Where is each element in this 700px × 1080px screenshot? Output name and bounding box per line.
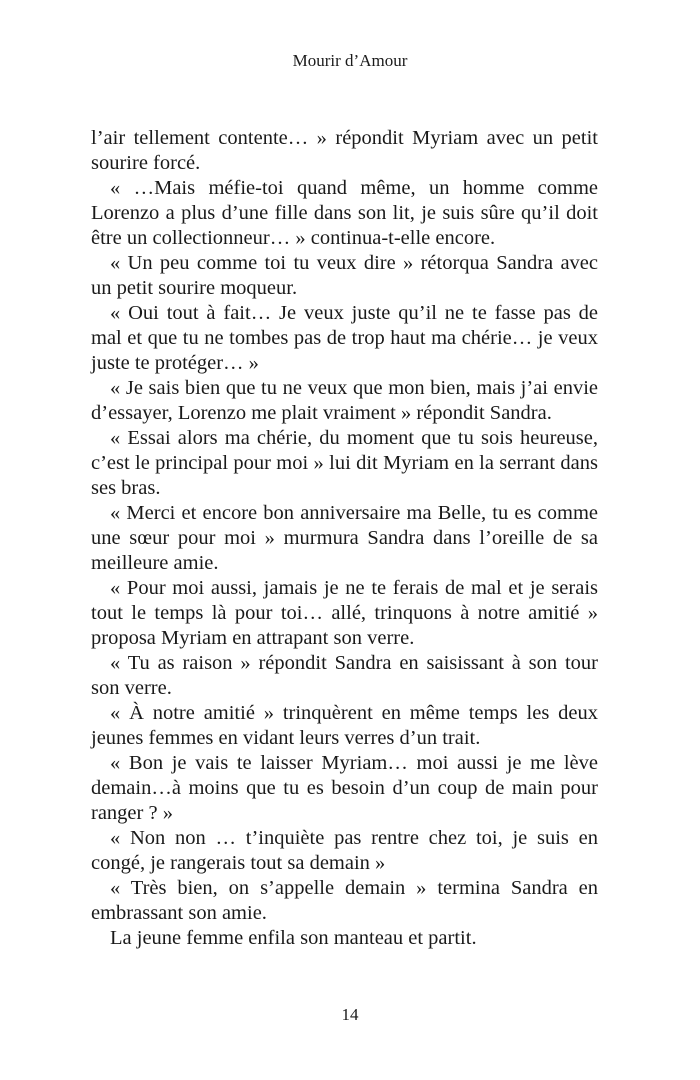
paragraph-1: l’air tellement contente… » répondit Myriam avec un petit sourire forcé. [91, 127, 598, 174]
paragraph-13: « Très bien, on s’appelle demain » termina Sandra en embrassant son amie. [91, 877, 598, 924]
paragraph-12: « Non non … t’inquiète pas rentre chez toi, je suis en congé, je rangerais tout sa demain » [91, 827, 598, 874]
paragraph-2: « …Mais méfie-toi quand même, un homme comme Lorenzo a plus d’une fille dans son lit, je suis sûre qu’il doit être un collectionneur… » continua-t-elle encore. [91, 177, 598, 249]
paragraph-8: « Pour moi aussi, jamais je ne te ferais de mal et je serais tout le temps là pour toi… allé, trinquons à notre amitié » proposa Myriam en attrapant son verre. [91, 577, 598, 649]
paragraph-5: « Je sais bien que tu ne veux que mon bien, mais j’ai envie d’essayer, Lorenzo me plait vraiment » répondit Sandra. [91, 377, 598, 424]
paragraph-14: La jeune femme enfila son manteau et partit. [110, 927, 477, 949]
paragraph-6: « Essai alors ma chérie, du moment que tu sois heureuse, c’est le principal pour moi » lui dit Myriam en la serrant dans ses bras. [91, 427, 598, 499]
paragraph-9: « Tu as raison » répondit Sandra en saisissant à son tour son verre. [91, 652, 598, 699]
paragraph-10: « À notre amitié » trinquèrent en même temps les deux jeunes femmes en vidant leurs verres d’un trait. [91, 702, 598, 749]
running-head: Mourir d’Amour [292, 51, 408, 70]
paragraph-4: « Oui tout à fait… Je veux juste qu’il ne te fasse pas de mal et que tu ne tombes pas de trop haut ma chérie… je veux juste te protéger… » [91, 302, 598, 374]
paragraph-11: « Bon je vais te laisser Myriam… moi aussi je me lève demain…à moins que tu es besoin d’un coup de main pour ranger ? » [91, 752, 598, 824]
body-text [91, 126, 598, 951]
paragraph-3: « Un peu comme toi tu veux dire » rétorqua Sandra avec un petit sourire moqueur. [91, 252, 598, 299]
page-number: 14 [341, 1005, 359, 1024]
paragraph-7: « Merci et encore bon anniversaire ma Belle, tu es comme une sœur pour moi » murmura Sandra dans l’oreille de sa meilleure amie. [91, 502, 598, 574]
